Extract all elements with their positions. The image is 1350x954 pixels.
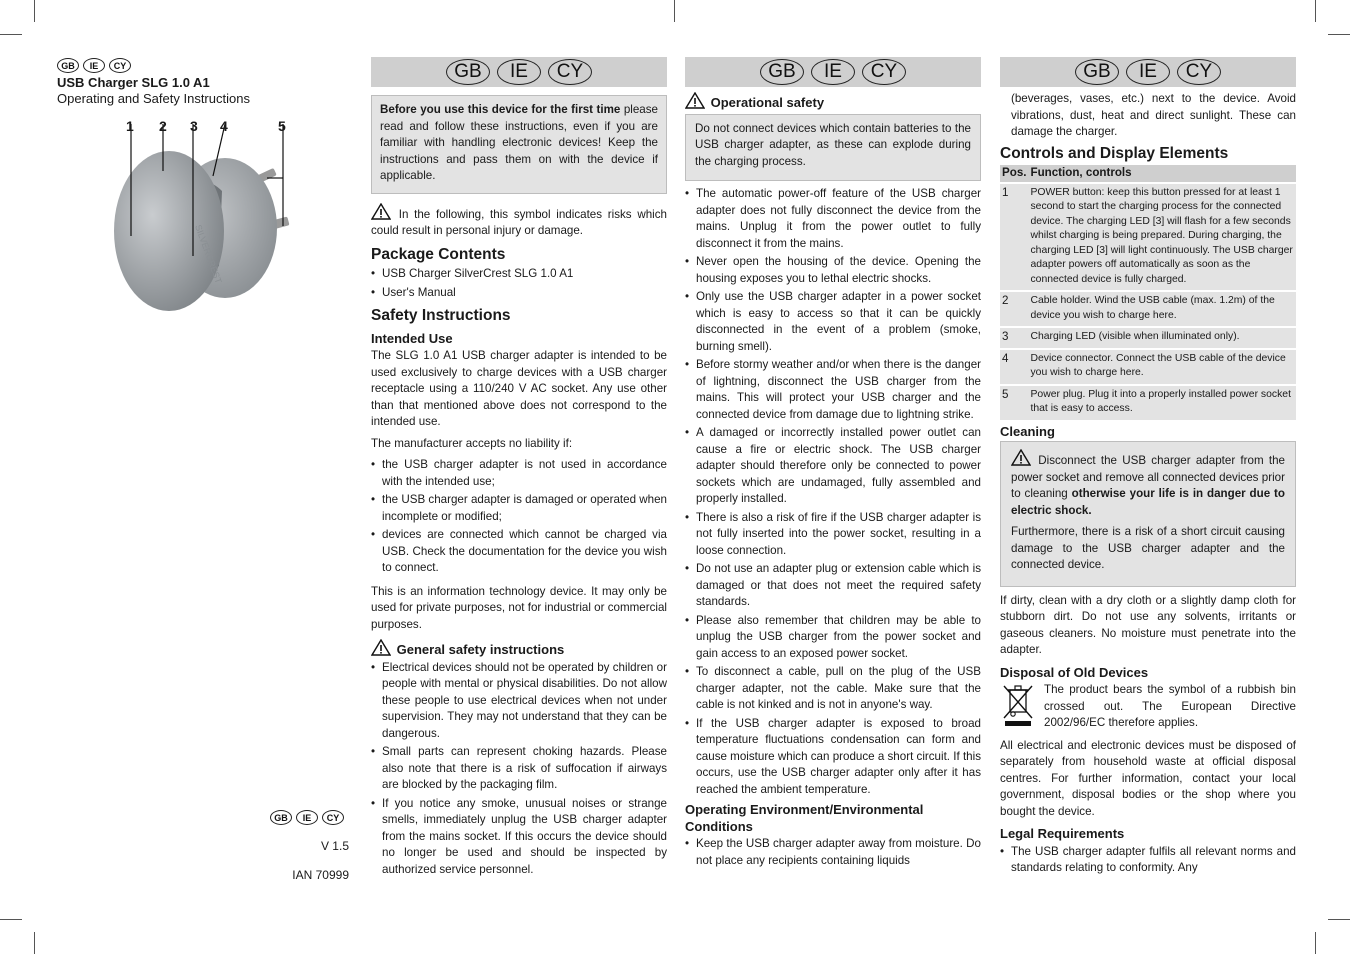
language-header (371, 57, 667, 87)
cleaning-warning-2: Furthermore, there is a risk of a short circuit causing damage to the USB charger adapter and the connected device. (1011, 525, 1285, 571)
country-badge: GB (57, 58, 79, 73)
country-badges-bottom (270, 810, 344, 825)
list-item: • There is also a risk of fire if the USB charger adapter is not fully inserted into the power socket, resulting in a loose connection. (685, 510, 981, 560)
list-item: • devices are connected which cannot be charged via USB. Check the documentation for the device you wish to connect. (371, 527, 667, 577)
table-cell: 3 (1000, 327, 1028, 349)
list-item: • Never open the housing of the device. Opening the housing exposes you to lethal electric shocks. (685, 254, 981, 287)
country-badge: GB (270, 810, 292, 825)
liability-list (371, 457, 667, 577)
package-heading: Package Contents (371, 245, 506, 263)
list-item: • Electrical devices should not be operated by children or people with mental or physical disabilities. Do not allow these people to use electrical devices when not under supervision. They may not understand that they can be dangerous. (371, 660, 667, 743)
table-row (1000, 327, 1296, 349)
crop-mark (34, 0, 35, 22)
general-list (371, 660, 667, 879)
operational-list (685, 186, 981, 798)
usb-charger-illustration (107, 116, 347, 316)
liability-text: The manufacturer accepts no liability if: (371, 436, 573, 450)
cleaning-warning-bold: otherwise your life is in danger due to electric shock. (1011, 487, 1285, 517)
country-badge: GB (1075, 59, 1119, 85)
crossed-bin-icon (1000, 682, 1038, 728)
list-item: • Keep the USB charger adapter away from moisture. Do not place any recipients containing liquids (685, 836, 981, 869)
disposal-heading: Disposal of Old Devices (1000, 664, 1149, 680)
country-badge: IE (497, 59, 541, 85)
country-badges (57, 58, 357, 73)
warning-icon (371, 639, 391, 656)
list-item: • The USB charger adapter fulfils all relevant norms and standards relating to conformity. Any (1000, 844, 1296, 877)
table-cell: Device connector. Connect the USB cable of the device you wish to charge here. (1028, 349, 1296, 385)
cleaning-text: If dirty, clean with a dry cloth or a slightly damp cloth for stubborn dirt. Do not use any solvents, irritants or gaseous cleaners. No moisture must penetrate into the adapter. (1000, 593, 1296, 656)
environment-continued: (beverages, vases, etc.) next to the device. Avoid vibrations, dust, heat and direct sunlight. These can damage the charger. (1011, 92, 1296, 138)
callout-label: 4 (220, 118, 228, 134)
product-subtitle: Operating and Safety Instructions (57, 91, 250, 106)
table-cell: Charging LED (visible when illuminated only). (1028, 327, 1296, 349)
cleaning-heading: Cleaning (1000, 423, 1055, 439)
package-list (371, 266, 667, 301)
column-1 (371, 57, 667, 882)
safety-heading: Safety Instructions (371, 307, 511, 324)
list-item: • USB Charger SilverCrest SLG 1.0 A1 (371, 266, 667, 283)
list-item: • A damaged or incorrectly installed power outlet can cause a fire or electric shock. The USB charger adapter should therefore only be connected to power sockets which are undamaged, fully assembled and properly installed. (685, 425, 981, 508)
list-item: • the USB charger adapter is damaged or operated when incomplete or modified; (371, 492, 667, 525)
list-item: • Small parts can represent choking hazards. Please also note that there is a risk of suffocation if airways are blocked by the packaging film. (371, 744, 667, 794)
table-row (1000, 291, 1296, 327)
ian-label: IAN 70999 (292, 868, 349, 882)
column-3 (1000, 57, 1296, 881)
disposal-text: The product bears the symbol of a rubbish bin crossed out. The European Directive 2002/96/EC therefore applies. (1044, 683, 1296, 729)
table-header-row (1000, 165, 1296, 183)
list-item: • If the USB charger adapter is exposed to broad temperature fluctuations condensation can form and cause moisture which can produce a short circuit. If this occurs, use the USB charger adapter only after it has reached the ambient temperature. (685, 716, 981, 799)
list-item: • the USB charger adapter is not used in accordance with the intended use; (371, 457, 667, 490)
crop-mark (0, 34, 22, 35)
controls-table (1000, 165, 1296, 420)
list-item: • Only use the USB charger adapter in a power socket which is easy to access so that it can be quickly disconnected in the event of a problem (smoke, burning smell). (685, 289, 981, 355)
intended-heading: Intended Use (371, 330, 453, 346)
list-item: • If you notice any smoke, unusual noises or strange smells, immediately unplug the USB charger adapter from the mains socket. If this occurs the device should no longer be used and should be inspected by authorized service personnel. (371, 796, 667, 879)
country-badge: IE (811, 59, 855, 85)
callout-label: 2 (159, 118, 167, 134)
cleaning-warning (1011, 449, 1285, 519)
legal-heading: Legal Requirements (1000, 826, 1125, 841)
country-badge: GB (446, 59, 490, 85)
general-heading-text: General safety instructions (396, 642, 565, 657)
symbol-note (371, 203, 667, 240)
callout-label: 5 (278, 118, 286, 134)
crop-mark (0, 919, 22, 920)
environment-list (685, 836, 981, 869)
warning-icon (1011, 449, 1031, 466)
language-header (685, 57, 981, 87)
operational-heading (685, 92, 981, 112)
table-row (1000, 349, 1296, 385)
country-badge: CY (548, 59, 592, 85)
cleaning-warning-box (1000, 441, 1296, 587)
table-cell: POWER button: keep this button pressed for at least 1 second to start the charging process for the connected device. The charging LED [3] will flash for a few seconds whilst charging is being prepared. During charging, the charging LED [3] will light continuously. The USB charger adapter powers off automatically as soon as the connected device is fully charged. (1028, 183, 1296, 292)
fold-mark (674, 0, 675, 22)
crop-mark (1328, 34, 1350, 35)
environment-heading: Operating Environment/Environmental Conditions (685, 802, 924, 834)
legal-list (1000, 844, 1296, 877)
intended-text: The SLG 1.0 A1 USB charger adapter is intended to be used exclusively to charge devices with a USB charger receptacle using a 110/240 V AC socket. Any use other than that mentioned above does not correspond to the intended use. (371, 349, 667, 428)
crop-mark (1315, 0, 1316, 22)
table-row (1000, 385, 1296, 420)
callout-label: 3 (190, 118, 198, 134)
it-text: This is an information technology device. It may only be used for private purposes, not for industrial or commercial purposes. (371, 584, 667, 631)
table-cell: 2 (1000, 291, 1028, 327)
country-badge: GB (760, 59, 804, 85)
general-heading (371, 639, 667, 659)
table-row (1000, 183, 1296, 292)
country-badge: CY (109, 58, 131, 73)
crop-mark (34, 932, 35, 954)
disposal-block (1000, 682, 1296, 732)
table-cell: 4 (1000, 349, 1028, 385)
crop-mark (1328, 919, 1350, 920)
battery-warning-box: Do not connect devices which contain batteries to the USB charger adapter, as these can explode during the charging process. (685, 114, 981, 182)
country-badge: IE (1126, 59, 1170, 85)
list-item: • Before stormy weather and/or when there is the danger of lightning, disconnect the USB charger from the mains. This will protect your USB charger and the connected device from damage due to lightning strike. (685, 357, 981, 423)
table-cell: 1 (1000, 183, 1028, 292)
intro-box (371, 95, 667, 194)
operational-heading-text: Operational safety (710, 95, 825, 110)
country-badge: IE (296, 810, 318, 825)
table-header: Function, controls (1028, 165, 1296, 183)
country-badge: IE (83, 58, 105, 73)
cleaning-warning-text: Disconnect the USB charger adapter from the power socket and remove all connected devices prior to cleaning (1011, 454, 1285, 500)
table-cell: Power plug. Plug it into a properly installed power socket that is easy to access. (1028, 385, 1296, 420)
language-header (1000, 57, 1296, 87)
intro-text: please read and follow these instructions, even if you are familiar with handling electronic devices! Keep the instructions and pass them on with the device if applicable. (380, 103, 658, 182)
list-item: • User's Manual (371, 285, 667, 302)
column-2 (685, 57, 981, 873)
list-item: • The automatic power-off feature of the USB charger adapter does not fully disconnect the device from the mains. Unplug it from the power outlet to fully disconnect it from the mains. (685, 186, 981, 252)
list-item: • Please also remember that children may be able to unplug the USB charger from the power socket and gain access to an exposed power socket. (685, 613, 981, 663)
table-cell: 5 (1000, 385, 1028, 420)
list-item: • To disconnect a cable, pull on the plug of the USB charger adapter, not the cable. Make sure that the cable is not kinked and is not in anyone's way. (685, 664, 981, 714)
callout-label: 1 (126, 118, 134, 134)
symbol-note-text: In the following, this symbol indicates risks which could result in personal injury or damage. (371, 207, 667, 237)
controls-heading: Controls and Display Elements (1000, 144, 1229, 162)
country-badge: CY (1177, 59, 1221, 85)
list-item: • Do not use an adapter plug or extension cable which is damaged or that does not meet the required safety standards. (685, 561, 981, 611)
disposal-text-2: All electrical and electronic devices must be disposed of separately from household waste at official disposal centres. For further information, contact your local government, disposal bodies or the shop where you bought the device. (1000, 738, 1296, 818)
cover-panel (57, 58, 357, 898)
table-header: Pos. (1000, 165, 1028, 183)
version-label: V 1.5 (320, 839, 349, 853)
country-badge: CY (862, 59, 906, 85)
product-title: USB Charger SLG 1.0 A1 (57, 75, 210, 90)
warning-icon (685, 92, 705, 109)
intro-bold: Before you use this device for the first time (380, 103, 621, 116)
svg-text:SILVERCREST: SILVERCREST (193, 223, 224, 285)
table-cell: Cable holder. Wind the USB cable (max. 1.2m) of the device you wish to charge here. (1028, 291, 1296, 327)
country-badge: CY (322, 810, 344, 825)
warning-icon (371, 203, 391, 220)
crop-mark (1315, 932, 1316, 954)
